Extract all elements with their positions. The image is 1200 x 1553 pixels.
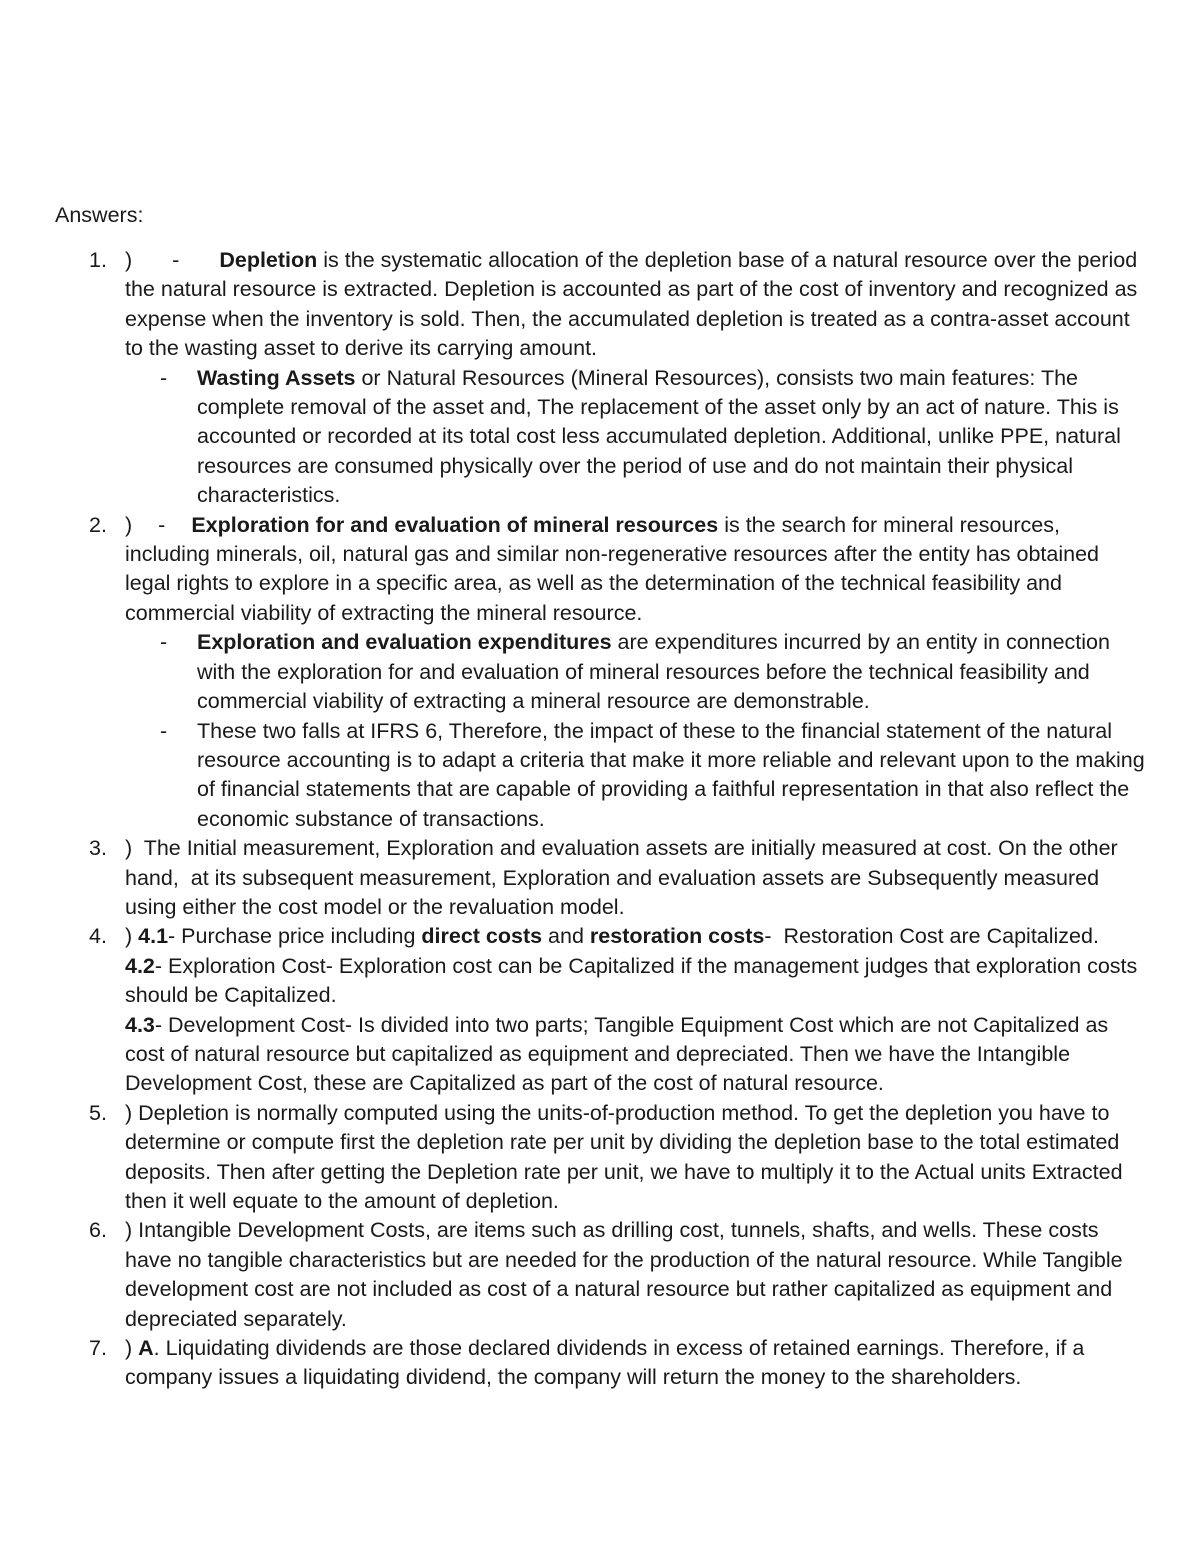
item-text: ) Depletion is normally computed using the units-of-production method. To get the depletion you have to determine or compute first the depletion rate per unit by dividing the depletion base to the total estimated deposits. Then after getting the Depletion rate per unit, we have to multiply it to the Actual units Extracted then it well equate to the amount of depletion. — [125, 1100, 1123, 1213]
part-text: - Development Cost- Is divided into two parts; Tangible Equipment Cost which are not Capitalized as cost of natural resource but capitalized as equipment and depreciated. Then we have the Intangible Development Cost, these are Capitalized as part of the cost of natural resource. — [125, 1012, 1109, 1096]
part-term: direct costs — [421, 924, 543, 949]
item-number: 2. — [89, 512, 107, 537]
part-text: and — [542, 924, 590, 949]
item-term: Depletion — [219, 248, 318, 272]
answer-label: A — [138, 1336, 154, 1361]
item-number: 3. — [89, 836, 107, 861]
part-text: - Restoration Cost are Capitalized. — [764, 924, 1099, 949]
sub-list — [125, 628, 1150, 834]
item-text: ) Intangible Development Costs, are items such as drilling cost, tunnels, shafts, and wells. These costs have no tangible characteristics but are needed for the production of the natural resource. While Tangible development cost are not included as cost of a natural resource but rather capitalized as equipment and depreciated separately. — [125, 1218, 1123, 1331]
part-4-2 — [125, 952, 1150, 1011]
sub-text: or Natural Resources (Mineral Resources), consists two main features: The complete removal of the asset and, The replacement of the asset only by an act of nature. This is accounted or recorded at its total cost less accumulated depletion. Additional, unlike PPE, natural resources are consumed physically over the period of use and do not maintain their physical characteristics. — [197, 365, 1121, 508]
sub-list — [125, 364, 1150, 511]
item-number: 1. — [89, 248, 107, 272]
answer-item-6 — [0, 1216, 1200, 1334]
item-text: . Liquidating dividends are those declared dividends in excess of retained earnings. Therefore, if a company issues a liquidating dividend, the company will return the money to the shareholders. — [125, 1336, 1085, 1390]
sub-text: These two falls at IFRS 6, Therefore, the impact of these to the financial statement of the natural resource accounting is to adapt a criteria that make it more reliable and relevant upon to the making of financial statements that are capable of providing a faithful representation in that also reflect the economic substance of transactions. — [197, 718, 1145, 831]
item-paren: ) — [125, 248, 133, 272]
part-label: 4.3 — [125, 1012, 155, 1037]
sub-term: Exploration and evaluation expenditures — [197, 630, 612, 655]
part-text: - Exploration Cost- Exploration cost can be Capitalized if the management judges that exploration costs should be Capitalized. — [125, 953, 1138, 1008]
answers-list — [0, 246, 1200, 1393]
answers-heading: Answers: — [55, 203, 144, 227]
item-text: ) The Initial measurement, Exploration and evaluation assets are initially measured at cost. On the other hand, at its subsequent measurement, Exploration and evaluation assets are Subsequently measured using either the cost model or the revaluation model. — [125, 836, 1124, 919]
sub-item — [125, 628, 1150, 716]
part-text: - Purchase price including — [168, 924, 422, 949]
item-dash: - — [172, 248, 180, 272]
answer-item-1 — [0, 246, 1200, 511]
item-dash: - — [158, 512, 166, 537]
part-label: 4.2 — [125, 953, 155, 978]
sub-dash: - — [160, 630, 168, 655]
item-number: 6. — [89, 1218, 107, 1243]
item-paren: ) — [125, 1336, 139, 1361]
sub-dash: - — [160, 718, 168, 743]
sub-term: Wasting Assets — [197, 365, 356, 390]
answer-item-4 — [0, 922, 1200, 1098]
item-text: is the systematic allocation of the depletion base of a natural resource over the period the natural resource is extracted. Depletion is accounted as part of the cost of inventory and recognized as expense when the inventory is sold. Then, the accumulated depletion is treated as a contra-asset account to the wasting asset to derive its carrying amount. — [125, 248, 1138, 361]
answer-item-5 — [0, 1099, 1200, 1217]
answer-item-7 — [0, 1334, 1200, 1393]
part-label: 4.1 — [138, 924, 169, 949]
item-paren: ) — [125, 924, 139, 949]
item-number: 7. — [89, 1336, 107, 1361]
part-4-3 — [125, 1011, 1150, 1099]
item-paren: ) — [125, 512, 133, 537]
item-number: 5. — [89, 1100, 107, 1125]
sub-dash: - — [160, 365, 168, 390]
item-text: is the search for mineral resources, including minerals, oil, natural gas and similar non-regenerative resources after the entity has obtained legal rights to explore in a specific area, as well as the determination of the technical feasibility and commercial viability of extracting the mineral resource. — [125, 512, 1100, 625]
sub-item — [125, 364, 1150, 511]
answer-item-2 — [0, 511, 1200, 834]
sub-text: are expenditures incurred by an entity in connection with the exploration for and evaluation of mineral resources before the technical feasibility and commercial viability of extracting a mineral resource are demonstrable. — [197, 630, 1110, 714]
item-number: 4. — [89, 924, 107, 949]
sub-item — [125, 717, 1150, 835]
part-term: restoration costs — [589, 924, 765, 949]
item-term: Exploration for and evaluation of mineral resources — [191, 512, 719, 537]
answer-item-3 — [0, 834, 1200, 922]
